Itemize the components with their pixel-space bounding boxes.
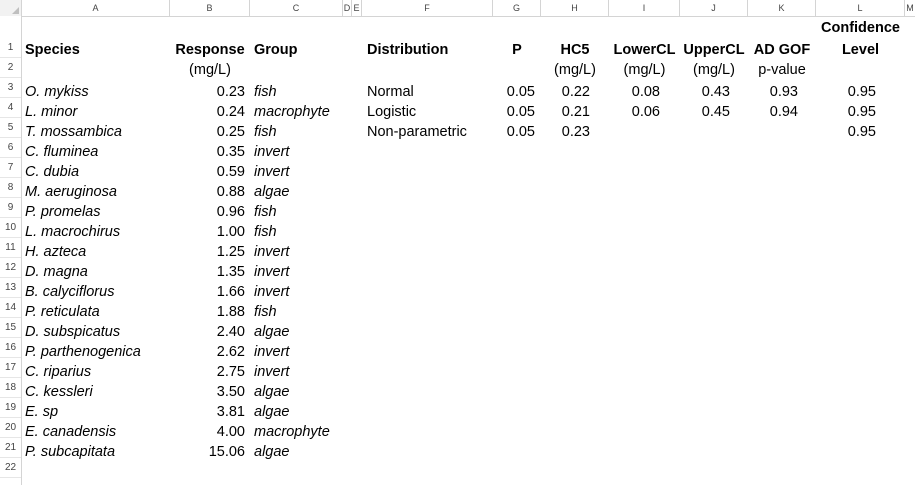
group-cell[interactable]: algae (254, 444, 290, 460)
species-cell[interactable]: P. reticulata (25, 304, 100, 320)
row-header[interactable]: 1 (0, 38, 21, 58)
row-header[interactable]: 15 (0, 318, 21, 338)
group-cell[interactable]: fish (254, 84, 277, 100)
column-header-f[interactable]: F (362, 0, 493, 16)
row-header[interactable]: 13 (0, 278, 21, 298)
header-lowercl[interactable]: LowerCL (613, 42, 676, 58)
row-header[interactable]: 4 (0, 98, 21, 118)
species-cell[interactable]: E. canadensis (25, 424, 117, 440)
header-response-unit[interactable]: (mg/L) (189, 62, 231, 78)
column-header-bar (0, 0, 915, 17)
species-cell[interactable]: P. promelas (25, 204, 101, 220)
uppercl-cell[interactable]: 0.45 (701, 104, 730, 120)
lowercl-cell[interactable]: 0.08 (631, 84, 660, 100)
lowercl-cell[interactable] (609, 122, 660, 142)
column-header-e[interactable]: E (352, 0, 362, 16)
column-header-c[interactable]: C (250, 0, 343, 16)
row-header[interactable]: 21 (0, 438, 21, 458)
row-header[interactable]: 18 (0, 378, 21, 398)
species-cell[interactable]: P. parthenogenica (25, 344, 141, 360)
row-header[interactable]: 19 (0, 398, 21, 418)
header-response[interactable]: Response (175, 42, 245, 58)
row-header[interactable]: 22 (0, 458, 21, 478)
row-header[interactable]: 17 (0, 358, 21, 378)
header-uppercl-unit[interactable]: (mg/L) (693, 62, 735, 78)
species-cell[interactable]: H. azteca (25, 244, 87, 260)
header-distribution[interactable]: Distribution (367, 42, 449, 58)
column-header-m[interactable]: M (906, 3, 914, 13)
column-header-k[interactable]: K (748, 0, 816, 16)
distribution-cell[interactable]: Logistic (367, 104, 417, 120)
response-cell[interactable]: 1.66 (216, 284, 245, 300)
species-cell[interactable]: B. calyciflorus (25, 284, 115, 300)
row-header[interactable]: 9 (0, 198, 21, 218)
group-cell[interactable]: macrophyte (254, 104, 330, 120)
column-header-j[interactable]: J (680, 0, 748, 16)
group-cell[interactable]: fish (254, 124, 277, 140)
group-cell[interactable]: fish (254, 204, 277, 220)
response-cell[interactable]: 4.00 (216, 424, 245, 440)
group-cell[interactable]: invert (254, 144, 290, 160)
row-header[interactable]: 8 (0, 178, 21, 198)
hc5-cell[interactable]: 0.22 (561, 84, 590, 100)
species-cell[interactable]: C. fluminea (25, 144, 99, 160)
row-header[interactable]: 14 (0, 298, 21, 318)
response-cell[interactable]: 1.25 (216, 244, 245, 260)
species-cell[interactable]: O. mykiss (25, 84, 89, 100)
header-hc5[interactable]: HC5 (560, 42, 590, 58)
row-header[interactable]: 5 (0, 118, 21, 138)
uppercl-cell[interactable]: 0.43 (701, 84, 730, 100)
response-cell[interactable]: 1.88 (216, 304, 245, 320)
species-cell[interactable]: P. subcapitata (25, 444, 116, 460)
group-cell[interactable]: fish (254, 224, 277, 240)
response-cell[interactable]: 0.35 (216, 144, 245, 160)
response-cell[interactable]: 0.96 (216, 204, 245, 220)
header-uppercl[interactable]: UpperCL (683, 42, 745, 58)
species-cell[interactable]: T. mossambica (25, 124, 122, 140)
p-cell[interactable]: 0.05 (506, 84, 535, 100)
header-confidence[interactable]: Confidence (821, 20, 900, 36)
group-cell[interactable]: invert (254, 364, 290, 380)
row-header[interactable]: 11 (0, 238, 21, 258)
row-header[interactable]: 6 (0, 138, 21, 158)
hc5-cell[interactable]: 0.23 (561, 124, 590, 140)
row-header[interactable]: 10 (0, 218, 21, 238)
response-cell[interactable]: 3.50 (216, 384, 245, 400)
header-species[interactable]: Species (25, 42, 80, 58)
confidence-cell[interactable]: 0.95 (847, 84, 876, 100)
row-header[interactable]: 20 (0, 418, 21, 438)
header-hc5-unit[interactable]: (mg/L) (554, 62, 596, 78)
response-cell[interactable]: 0.88 (216, 184, 245, 200)
hc5-cell[interactable]: 0.21 (561, 104, 590, 120)
response-cell[interactable]: 0.59 (216, 164, 245, 180)
species-cell[interactable]: L. macrochirus (25, 224, 121, 240)
group-cell[interactable]: invert (254, 284, 290, 300)
group-cell[interactable]: invert (254, 264, 290, 280)
adgof-cell[interactable]: 0.94 (769, 104, 798, 120)
row-header-bar (0, 16, 22, 485)
species-cell[interactable]: C. dubia (25, 164, 80, 180)
column-header-d[interactable]: D (343, 0, 352, 16)
response-cell[interactable]: 0.24 (216, 104, 245, 120)
species-cell[interactable]: D. subspicatus (25, 324, 121, 340)
species-cell[interactable]: C. riparius (25, 364, 92, 380)
select-all-corner[interactable] (0, 0, 22, 16)
distribution-cell[interactable]: Normal (367, 84, 414, 100)
confidence-cell[interactable]: 0.95 (847, 124, 876, 140)
species-cell[interactable]: D. magna (25, 264, 88, 280)
response-cell[interactable]: 2.62 (216, 344, 245, 360)
lowercl-cell[interactable]: 0.06 (631, 104, 660, 120)
column-header-b[interactable]: B (170, 0, 250, 16)
column-header-i[interactable]: I (609, 0, 680, 16)
group-cell[interactable]: invert (254, 344, 290, 360)
group-cell[interactable]: algae (254, 384, 290, 400)
response-cell[interactable]: 3.81 (216, 404, 245, 420)
group-cell[interactable]: algae (254, 404, 290, 420)
p-cell[interactable]: 0.05 (506, 104, 535, 120)
species-cell[interactable]: L. minor (25, 104, 78, 120)
species-cell[interactable]: M. aeruginosa (25, 184, 117, 200)
species-cell[interactable]: E. sp (25, 404, 59, 420)
group-cell[interactable]: macrophyte (254, 424, 330, 440)
group-cell[interactable]: invert (254, 164, 290, 180)
header-adgof[interactable]: AD GOF (753, 42, 811, 58)
header-p[interactable]: P (512, 42, 522, 58)
row-header[interactable]: 2 (0, 58, 21, 78)
column-header-l[interactable]: L (816, 0, 905, 16)
response-cell[interactable]: 2.40 (216, 324, 245, 340)
response-cell[interactable]: 15.06 (208, 444, 245, 460)
group-cell[interactable]: algae (254, 184, 290, 200)
header-confidence-level[interactable]: Level (841, 42, 880, 58)
row-header[interactable]: 3 (0, 78, 21, 98)
response-cell[interactable]: 1.35 (216, 264, 245, 280)
header-group[interactable]: Group (254, 42, 298, 58)
confidence-cell[interactable]: 0.95 (847, 104, 876, 120)
response-cell[interactable]: 0.25 (216, 124, 245, 140)
header-lowercl-unit[interactable]: (mg/L) (623, 62, 666, 78)
response-cell[interactable]: 2.75 (216, 364, 245, 380)
header-adgof-unit[interactable]: p-value (758, 62, 806, 78)
species-cell[interactable]: C. kessleri (25, 384, 93, 400)
row-header[interactable]: 7 (0, 158, 21, 178)
group-cell[interactable]: invert (254, 244, 290, 260)
distribution-cell[interactable]: Non-parametric (367, 124, 467, 140)
column-header-a[interactable]: A (22, 0, 170, 16)
group-cell[interactable]: fish (254, 304, 277, 320)
row-header[interactable]: 16 (0, 338, 21, 358)
column-header-g[interactable]: G (493, 0, 541, 16)
response-cell[interactable]: 0.23 (216, 84, 245, 100)
row-header[interactable]: 12 (0, 258, 21, 278)
response-cell[interactable]: 1.00 (216, 224, 245, 240)
column-header-h[interactable]: H (541, 0, 609, 16)
group-cell[interactable]: algae (254, 324, 290, 340)
adgof-cell[interactable] (748, 122, 798, 142)
p-cell[interactable]: 0.05 (506, 124, 535, 140)
adgof-cell[interactable]: 0.93 (769, 84, 798, 100)
uppercl-cell[interactable] (680, 122, 730, 142)
